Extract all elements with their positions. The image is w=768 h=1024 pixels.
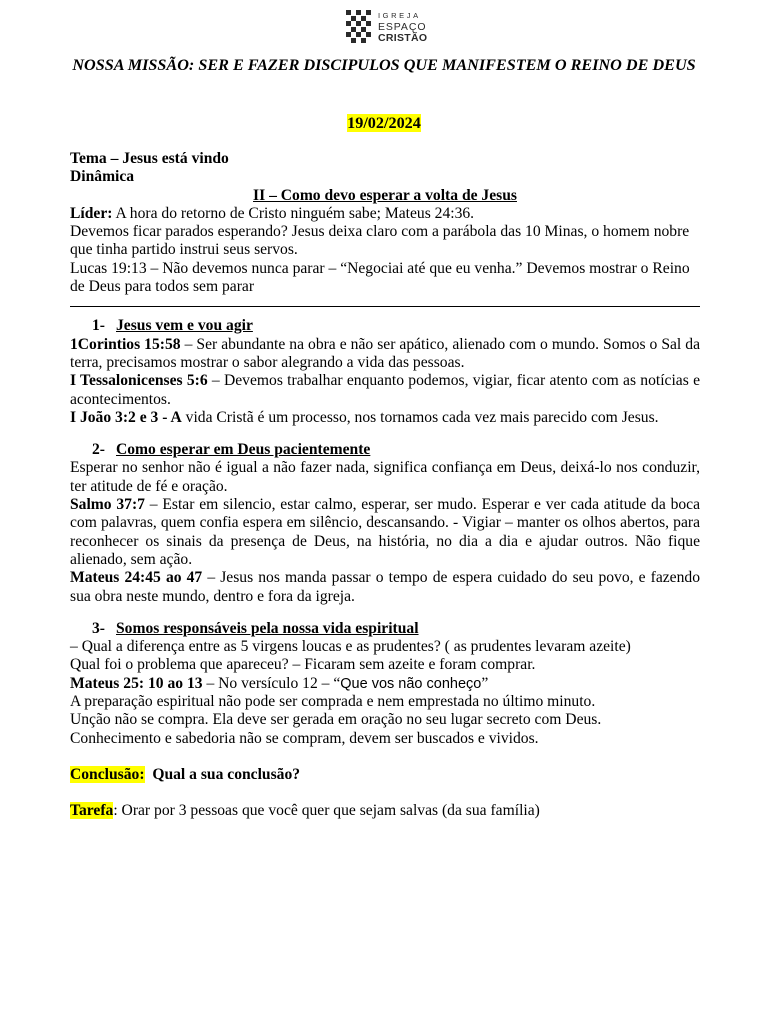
point-2-paragraph: Mateus 24:45 ao 47 – Jesus nos manda passar o tempo de espera cuidado do seu povo, e fazendo sua obra neste mundo, dentro e fora da igreja. bbox=[70, 569, 700, 605]
tarefa-label: Tarefa bbox=[70, 802, 114, 820]
point-3-line: – Qual a diferença entre as 5 virgens loucas e as prudentes? ( as prudentes levaram azeite) bbox=[70, 638, 631, 656]
point-2-paragraph: Salmo 37:7 – Estar em silencio, estar calmo, esperar, ser mudo. Esperar e ver cada atitude da boca com palavras, quem confia espera em silêncio, descansando. - Vigiar – manter os olhos abertos, para reconhecer os sinais da presença de Deus, na história, no dia a dia e ajudar outros. Não fique alienado, sem ação. bbox=[70, 496, 700, 568]
conclusao-label: Conclusão: bbox=[70, 765, 145, 783]
point-3-closing-line: Unção não se compra. Ela deve ser gerada em oração no seu lugar secreto com Deus. bbox=[70, 711, 602, 729]
point-1-paragraph: I Tessalonicenses 5:6 – Devemos trabalhar enquanto podemos, vigiar, ficar atento com as notícias e acontecimentos. bbox=[70, 372, 700, 408]
tarefa-line bbox=[70, 802, 700, 820]
point-title: Como esperar em Deus pacientemente bbox=[116, 441, 371, 459]
point-2-heading bbox=[70, 441, 700, 459]
section-title: II – Como devo esperar a volta de Jesus bbox=[253, 186, 517, 204]
logo-text bbox=[378, 12, 427, 44]
logo-line-1: IGREJA bbox=[378, 11, 421, 20]
logo-line-2: ESPAÇO bbox=[378, 20, 427, 33]
document-body bbox=[70, 150, 700, 821]
mission-title: NOSSA MISSÃO: SER E FAZER DISCIPULOS QUE MANIFESTEM O REINO DE DEUS bbox=[72, 56, 696, 74]
point-3-closing-line: A preparação espiritual não pode ser comprada e nem emprestada no último minuto. bbox=[70, 693, 596, 711]
point-2-paragraph: Esperar no senhor não é igual a não fazer nada, significa confiança em Deus, deixá-lo nos conduzir, ter atitude de fé e oração. bbox=[70, 459, 700, 495]
point-number: 3- bbox=[92, 619, 105, 637]
intro-paragraph-2: Devemos ficar parados esperando? Jesus deixa claro com a parábola das 10 Minas, o homem nobre que tinha partido instrui seus servos. bbox=[70, 223, 690, 259]
date-line bbox=[0, 114, 768, 133]
date-badge: 19/02/2024 bbox=[347, 114, 421, 132]
point-title: Somos responsáveis pela nossa vida espiritual bbox=[116, 619, 419, 637]
point-number: 1- bbox=[92, 317, 105, 335]
point-3-heading bbox=[70, 620, 700, 638]
intro-paragraph-3: Lucas 19:13 – Não devemos nunca parar – “Negociai até que eu venha.” Devemos mostrar o Reino de Deus para todos sem parar bbox=[70, 259, 690, 296]
point-number: 2- bbox=[92, 441, 105, 459]
conclusao-line bbox=[70, 766, 700, 784]
conclusao-text: Qual a sua conclusão? bbox=[152, 765, 301, 783]
lider-text: A hora do retorno de Cristo ninguém sabe; Mateus 24:36. bbox=[112, 204, 475, 222]
logo-mark-icon bbox=[346, 10, 372, 44]
dinamica-line: Dinâmica bbox=[70, 168, 135, 186]
tarefa-text: : Orar por 3 pessoas que você quer que sejam salvas (da sua família) bbox=[113, 802, 540, 820]
lider-label: Líder: bbox=[70, 204, 113, 222]
point-3-closing-line: Conhecimento e sabedoria não se compram, devem ser buscados e vividos. bbox=[70, 729, 539, 747]
point-3-line: Qual foi o problema que apareceu? – Ficaram sem azeite e foram comprar. bbox=[70, 656, 536, 674]
divider-line bbox=[70, 296, 700, 307]
logo-line-3: CRISTÃO bbox=[378, 32, 428, 44]
church-logo bbox=[346, 8, 426, 48]
point-title: Jesus vem e vou agir bbox=[116, 317, 253, 335]
tema-line: Tema – Jesus está vindo bbox=[70, 150, 229, 167]
point-1-paragraph: 1Corintios 15:58 – Ser abundante na obra e não ser apático, alienado com o mundo. Somos o Sal da terra, precisamos mostrar o sabor alegrando a vida das pessoas. bbox=[70, 335, 700, 371]
point-3-mateus-line: Mateus 25: 10 ao 13 – No versículo 12 – “Que vos não conheço” bbox=[70, 674, 489, 692]
point-1-heading bbox=[70, 317, 700, 335]
point-1-paragraph: I João 3:2 e 3 - A vida Cristã é um processo, nos tornamos cada vez mais parecido com Jesus. bbox=[70, 408, 659, 426]
